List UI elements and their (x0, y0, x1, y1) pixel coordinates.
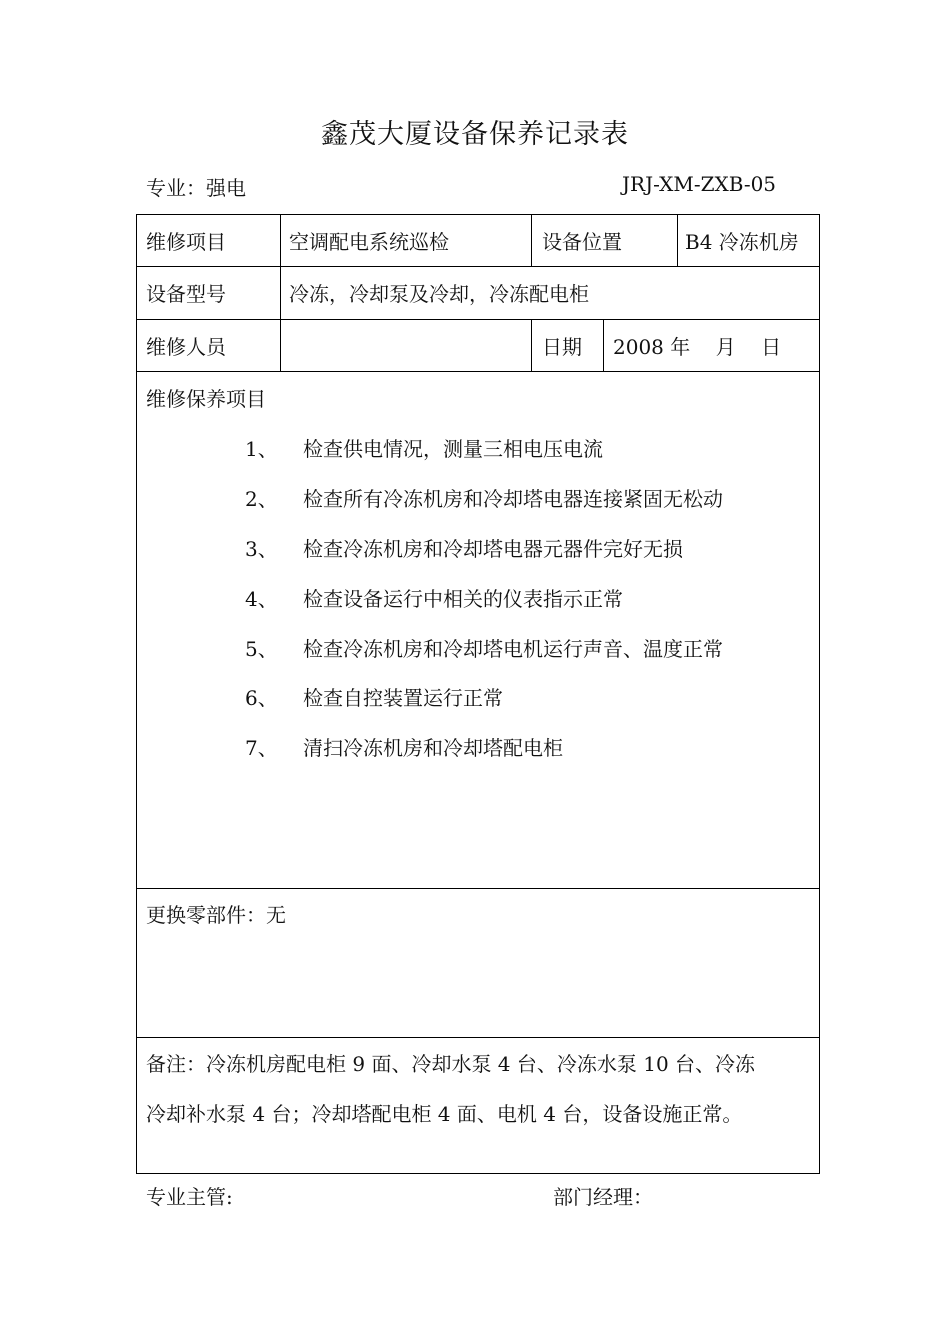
repair-item-value: 空调配电系统巡检 (289, 230, 449, 254)
specialty-label: 专业：强电 (146, 176, 246, 200)
column-divider (531, 319, 532, 371)
item-number: 2、 (245, 487, 278, 511)
equipment-model-label: 设备型号 (146, 282, 226, 306)
item-number: 1、 (245, 437, 278, 461)
replacement-parts: 更换零部件：无 (146, 903, 286, 927)
item-number: 3、 (245, 537, 278, 561)
record-form (136, 214, 820, 1174)
row-divider (137, 266, 819, 267)
equipment-location-label: 设备位置 (542, 230, 622, 254)
column-divider (603, 319, 604, 371)
personnel-label: 维修人员 (146, 335, 226, 359)
date-label: 日期 (542, 335, 582, 359)
item-text: 检查供电情况，测量三相电压电流 (303, 437, 603, 461)
row-divider (137, 1037, 819, 1038)
column-divider (531, 215, 532, 266)
item-text: 检查冷冻机房和冷却塔电机运行声音、温度正常 (303, 637, 723, 661)
equipment-location-value: B4 冷冻机房 (685, 230, 799, 254)
row-divider (137, 319, 819, 320)
remarks-line-2: 冷却补水泵 4 台；冷却塔配电柜 4 面、电机 4 台，设备设施正常。 (146, 1102, 743, 1126)
maintenance-items-label: 维修保养项目 (146, 387, 266, 411)
item-text: 检查所有冷冻机房和冷却塔电器连接紧固无松动 (303, 487, 723, 511)
document-code: JRJ-XM-ZXB-05 (622, 172, 777, 196)
date-value: 2008 年 月 日 (613, 335, 782, 359)
item-text: 清扫冷冻机房和冷却塔配电柜 (303, 736, 563, 760)
item-text: 检查冷冻机房和冷却塔电器元器件完好无损 (303, 537, 683, 561)
item-number: 4、 (245, 587, 278, 611)
item-text: 检查自控装置运行正常 (303, 686, 503, 710)
page-title: 鑫茂大厦设备保养记录表 (321, 119, 629, 150)
item-number: 5、 (245, 637, 278, 661)
column-divider (280, 215, 281, 371)
row-divider (137, 888, 819, 889)
item-number: 7、 (245, 736, 278, 760)
repair-item-label: 维修项目 (146, 230, 226, 254)
row-divider (137, 371, 819, 372)
supervisor-signature-label: 专业主管: (146, 1185, 233, 1209)
equipment-model-value: 冷冻，冷却泵及冷却，冷冻配电柜 (289, 282, 589, 306)
item-number: 6、 (245, 686, 278, 710)
item-text: 检查设备运行中相关的仪表指示正常 (303, 587, 623, 611)
manager-signature-label: 部门经理： (553, 1185, 653, 1209)
column-divider (677, 215, 678, 266)
remarks-line-1: 备注：冷冻机房配电柜 9 面、冷却水泵 4 台、冷冻水泵 10 台、冷冻 (146, 1052, 756, 1076)
